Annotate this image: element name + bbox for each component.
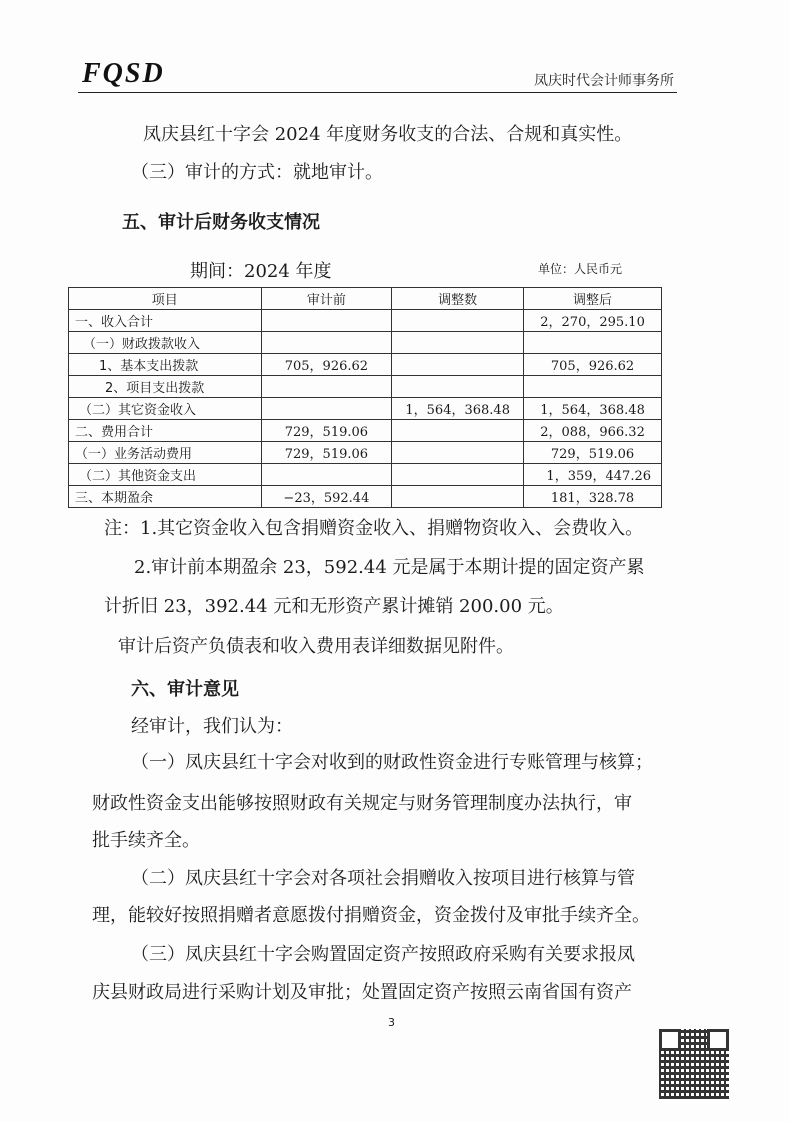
opinion-2-line-1: （二）凤庆县红十字会对各项社会捐赠收入按项目进行核算与管 <box>131 868 635 889</box>
cell-after <box>524 332 662 354</box>
table-header-row <box>69 288 662 310</box>
cell-after: 181，328.78 <box>524 486 662 508</box>
section-6-title: 六、审计意见 <box>131 679 239 700</box>
intro-line-2: （三）审计的方式：就地审计。 <box>131 162 383 183</box>
opinion-intro: 经审计，我们认为： <box>131 716 293 737</box>
cell-before <box>261 464 392 486</box>
page-number: 3 <box>388 1016 395 1029</box>
note-2-line-2: 计折旧 23，392.44 元和无形资产累计摊销 200.00 元。 <box>104 596 564 617</box>
note-1: 注：1.其它资金收入包含捐赠资金收入、捐赠物资收入、会费收入。 <box>104 518 644 539</box>
table-row <box>69 464 662 486</box>
cell-before <box>261 376 392 398</box>
row-label: （一）财政拨款收入 <box>69 332 262 354</box>
table-row <box>69 398 662 420</box>
cell-before: 705，926.62 <box>261 354 392 376</box>
row-label: （二）其他资金支出 <box>69 464 262 486</box>
table-row <box>69 354 662 376</box>
cell-after: 2，088，966.32 <box>524 420 662 442</box>
row-label: （二）其它资金收入 <box>69 398 262 420</box>
cell-before: 729，519.06 <box>261 442 392 464</box>
row-label: 三、本期盈余 <box>69 486 262 508</box>
cell-after: 1，359，447.26 <box>524 464 662 486</box>
row-label: 1、基本支出拨款 <box>69 354 262 376</box>
period-label: 期间：2024 年度 <box>190 261 332 282</box>
opinion-3-line-1: （三）凤庆县红十字会购置固定资产按照政府采购有关要求报凤 <box>131 944 635 965</box>
header-rule <box>78 92 677 93</box>
header-logo: FQSD <box>82 58 165 89</box>
cell-adjust <box>392 464 524 486</box>
cell-adjust: 1，564，368.48 <box>392 398 524 420</box>
cell-adjust <box>392 376 524 398</box>
cell-before <box>261 310 392 332</box>
table-row <box>69 486 662 508</box>
col-header-before: 审计前 <box>261 288 392 310</box>
opinion-1-line-2: 财政性资金支出能够按照财政有关规定与财务管理制度办法执行，审 <box>92 793 632 814</box>
cell-after: 729，519.06 <box>524 442 662 464</box>
table-row <box>69 332 662 354</box>
cell-adjust <box>392 354 524 376</box>
cell-adjust <box>392 332 524 354</box>
opinion-1-line-3: 批手续齐全。 <box>92 830 200 851</box>
opinion-2-line-2: 理，能较好按照捐赠者意愿拨付捐赠资金，资金拨付及审批手续齐全。 <box>92 905 650 926</box>
cell-after: 705，926.62 <box>524 354 662 376</box>
cell-before: −23，592.44 <box>261 486 392 508</box>
note-2-line-1: 2.审计前本期盈余 23，592.44 元是属于本期计提的固定资产累 <box>134 557 645 578</box>
cell-after: 1，564，368.48 <box>524 398 662 420</box>
cell-adjust <box>392 420 524 442</box>
unit-label: 单位：人民币元 <box>538 262 623 276</box>
cell-adjust <box>392 486 524 508</box>
header-firm-name: 凤庆时代会计师事务所 <box>534 73 674 89</box>
cell-adjust <box>392 310 524 332</box>
row-label: 2、项目支出拨款 <box>69 376 262 398</box>
cell-after: 2，270，295.10 <box>524 310 662 332</box>
table-row <box>69 376 662 398</box>
cell-before: 729，519.06 <box>261 420 392 442</box>
financial-table <box>68 287 662 508</box>
cell-before <box>261 332 392 354</box>
cell-adjust <box>392 442 524 464</box>
opinion-3-line-2: 庆县财政局进行采购计划及审批；处置固定资产按照云南省国有资产 <box>92 982 632 1003</box>
table-row <box>69 310 662 332</box>
cell-before <box>261 398 392 420</box>
qr-code <box>659 1029 729 1099</box>
row-label: 一、收入合计 <box>69 310 262 332</box>
cell-after <box>524 376 662 398</box>
table-row <box>69 420 662 442</box>
intro-line-1: 凤庆县红十字会 2024 年度财务收支的合法、合规和真实性。 <box>143 124 633 145</box>
note-3: 审计后资产负债表和收入费用表详细数据见附件。 <box>118 636 514 657</box>
row-label: 二、费用合计 <box>69 420 262 442</box>
col-header-item: 项目 <box>69 288 262 310</box>
row-label: （一）业务活动费用 <box>69 442 262 464</box>
col-header-adjust: 调整数 <box>392 288 524 310</box>
opinion-1-line-1: （一）凤庆县红十字会对收到的财政性资金进行专账管理与核算； <box>131 752 653 773</box>
section-5-title: 五、审计后财务收支情况 <box>122 212 320 233</box>
table-row <box>69 442 662 464</box>
col-header-after: 调整后 <box>524 288 662 310</box>
